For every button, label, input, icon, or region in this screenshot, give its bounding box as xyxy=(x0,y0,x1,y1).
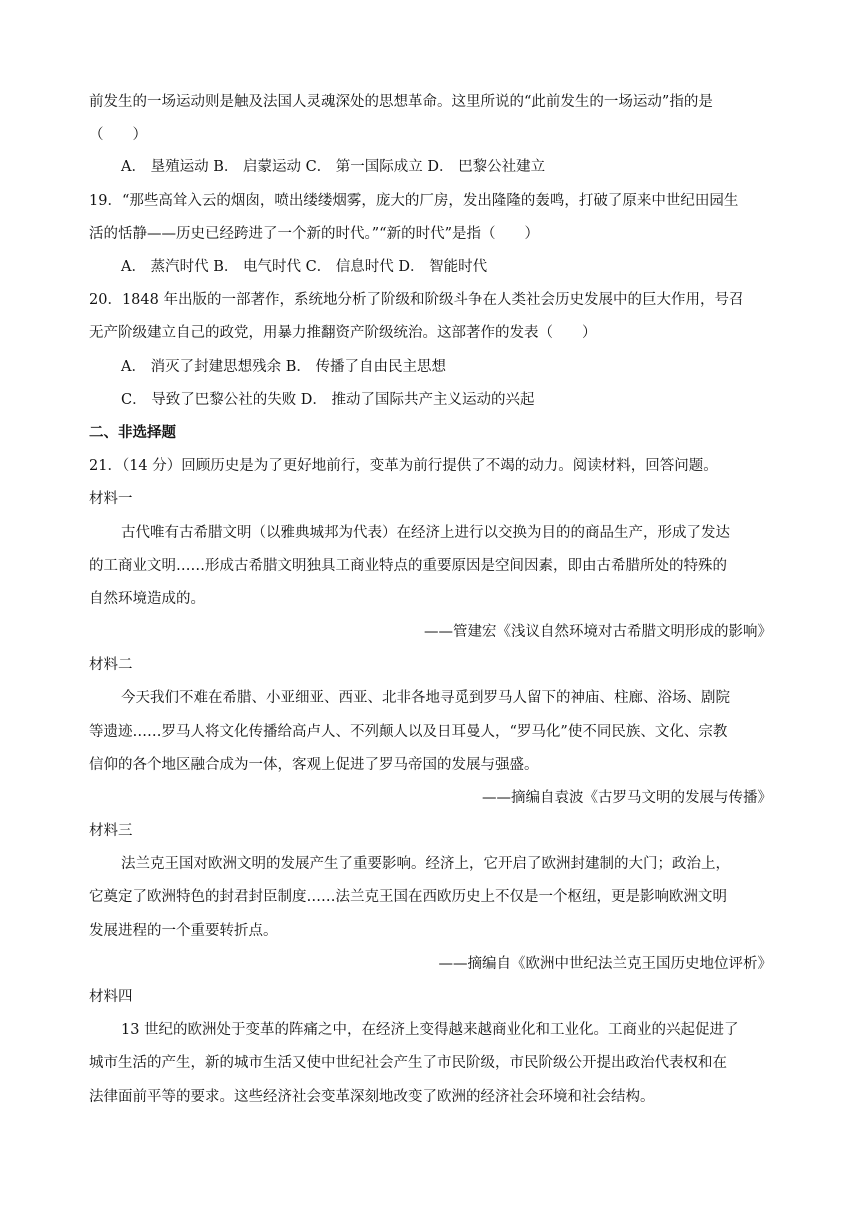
q20-stem-line-2: 无产阶级建立自己的政党，用暴力推翻资产阶级统治。这部著作的发表（ ） xyxy=(89,325,597,341)
material-3-source: ——摘编自《欧洲中世纪法兰克王国历史地位评析》 xyxy=(438,956,772,972)
material-1-source: ——管建宏《浅议自然环境对古希腊文明形成的影响》 xyxy=(424,624,772,640)
material-2-label: 材料二 xyxy=(89,657,133,673)
q19-stem-line-2: 活的恬静——历史已经跨进了一个新的时代。”“新的时代”是指（ ） xyxy=(89,226,539,242)
q20-options-row-1: A． 消灭了封建思想残余 B． 传播了自由民主思想 xyxy=(121,359,446,375)
q21-intro: 21．（14 分）回顾历史是为了更好地前行，变革为前行提供了不竭的动力。阅读材料，回答问题。 xyxy=(89,458,718,474)
material-1-label: 材料一 xyxy=(89,491,133,507)
q19-stem-line-1: 19．“那些高耸入云的烟囱，喷出缕缕烟雾，庞大的厂房，发出隆隆的轰鸣，打破了原来中世纪田园生 xyxy=(89,193,739,209)
section-heading: 二、非选择题 xyxy=(89,425,176,441)
q18-options: A． 垦殖运动 B． 启蒙运动 C． 第一国际成立 D． 巴黎公社建立 xyxy=(121,159,546,175)
material-4-line-1: 13 世纪的欧洲处于变革的阵痛之中，在经济上变得越来越商业化和工业化。工商业的兴起促进了 xyxy=(121,1022,739,1038)
q20-stem-line-1: 20．1848 年出版的一部著作，系统地分析了阶级和阶级斗争在人类社会历史发展中的巨大作用，号召 xyxy=(89,292,744,308)
q20-options-row-2: C． 导致了巴黎公社的失败 D． 推动了国际共产主义运动的兴起 xyxy=(121,392,535,408)
material-2-line-3: 信仰的各个地区融合成为一体，客观上促进了罗马帝国的发展与强盛。 xyxy=(89,757,539,773)
material-1-line-2: 的工商业文明……形成古希腊文明独具工商业特点的重要原因是空间因素，即由古希腊所处的特殊的 xyxy=(89,558,727,574)
material-2-line-2: 等遗迹……罗马人将文化传播给高卢人、不列颠人以及日耳曼人，“罗马化”使不同民族、文化、宗教 xyxy=(89,724,728,740)
material-4-label: 材料四 xyxy=(89,989,133,1005)
material-4-line-3: 法律面前平等的要求。这些经济社会变革深刻地改变了欧洲的经济社会环境和社会结构。 xyxy=(89,1089,655,1105)
material-3-line-2: 它奠定了欧洲特色的封君封臣制度……法兰克王国在西欧历史上不仅是一个枢纽，更是影响欧洲文明 xyxy=(89,889,727,905)
material-1-line-1: 古代唯有古希腊文明（以雅典城邦为代表）在经济上进行以交换为目的的商品生产，形成了发达 xyxy=(121,525,730,541)
material-1-line-3: 自然环境造成的。 xyxy=(89,591,205,607)
material-3-line-1: 法兰克王国对欧洲文明的发展产生了重要影响。经济上，它开启了欧洲封建制的大门；政治上， xyxy=(121,856,730,872)
q19-options: A． 蒸汽时代 B． 电气时代 C． 信息时代 D． 智能时代 xyxy=(121,259,488,275)
material-4-line-2: 城市生活的产生，新的城市生活又使中世纪社会产生了市民阶级，市民阶级公开提出政治代表权和在 xyxy=(89,1055,727,1071)
material-2-line-1: 今天我们不难在希腊、小亚细亚、西亚、北非各地寻觅到罗马人留下的神庙、柱廊、浴场、剧院 xyxy=(121,690,730,706)
q18-answer-bracket: （ ） xyxy=(89,127,147,143)
material-3-line-3: 发展进程的一个重要转折点。 xyxy=(89,923,278,939)
material-3-label: 材料三 xyxy=(89,823,133,839)
q18-stem-line-1: 前发生的一场运动则是触及法国人灵魂深处的思想革命。这里所说的“此前发生的一场运动”指的是 xyxy=(89,94,713,110)
material-2-source: ——摘编自袁波《古罗马文明的发展与传播》 xyxy=(482,790,772,806)
